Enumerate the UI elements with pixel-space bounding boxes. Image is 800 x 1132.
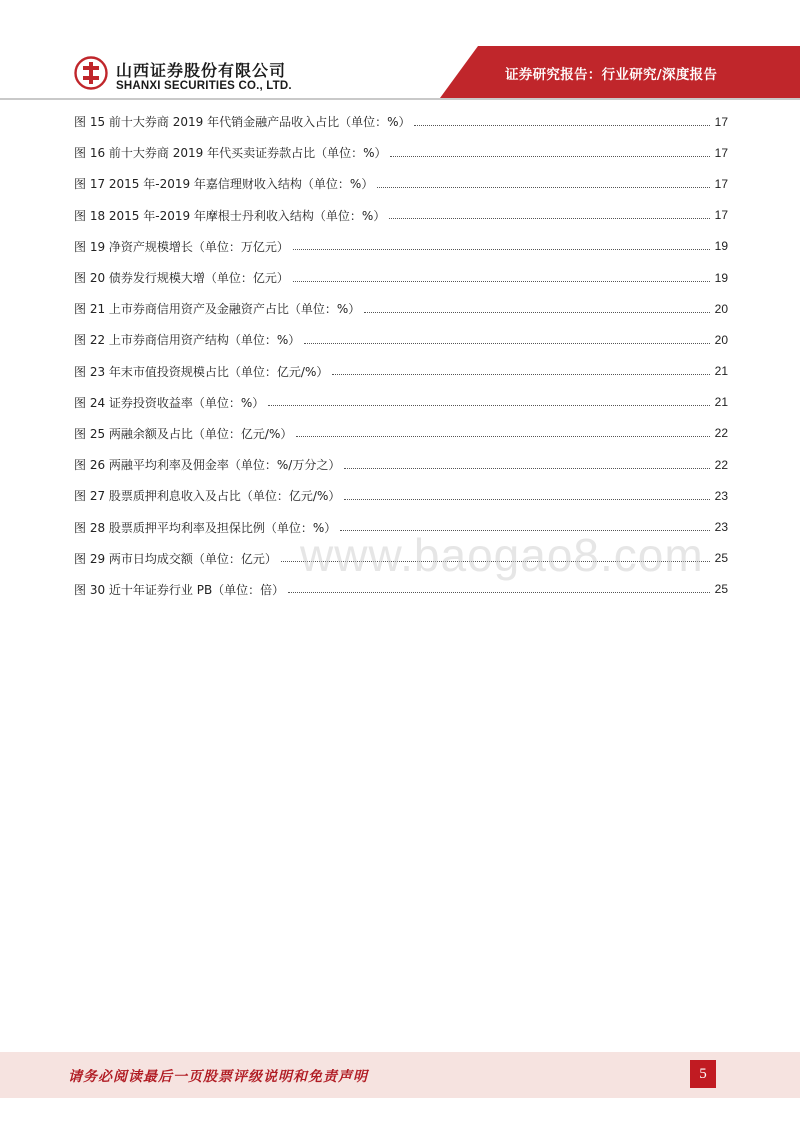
toc-page-number: 22	[714, 457, 728, 472]
toc-title: 图 20 债券发行规模大增（单位：亿元）	[74, 271, 289, 286]
toc-title: 图 19 净资产规模增长（单位：万亿元）	[74, 239, 289, 254]
toc-title: 图 24 证券投资收益率（单位：%）	[74, 395, 265, 410]
watermark: www.baogao8.com	[300, 529, 704, 581]
toc-leader	[293, 248, 710, 250]
toc-entry[interactable]	[74, 168, 728, 199]
toc-leader	[389, 217, 710, 219]
toc-entry[interactable]	[74, 106, 728, 137]
toc-title: 图 21 上市券商信用资产及金融资产占比（单位：%）	[74, 302, 361, 317]
toc-entry[interactable]	[74, 418, 728, 449]
toc-entry[interactable]	[74, 137, 728, 168]
toc-leader	[414, 124, 710, 126]
toc-title: 图 28 股票质押平均利率及担保比例（单位：%）	[74, 520, 337, 535]
toc-title: 图 15 前十大券商 2019 年代销金融产品收入占比（单位：%）	[74, 115, 411, 130]
company-logo-icon	[74, 56, 108, 90]
toc-title: 图 23 年末市值投资规模占比（单位：亿元/%）	[74, 364, 329, 379]
toc-entry[interactable]	[74, 480, 728, 511]
toc-page-number: 25	[714, 551, 728, 566]
toc-title: 图 22 上市券商信用资产结构（单位：%）	[74, 333, 301, 348]
toc-leader	[304, 342, 710, 344]
toc-page-number: 17	[714, 176, 728, 191]
toc-leader	[344, 467, 710, 469]
toc-title: 图 26 两融平均利率及佣金率（单位：%/万分之）	[74, 458, 341, 473]
toc-leader	[296, 435, 710, 437]
disclaimer-text: 请务必阅读最后一页股票评级说明和免责声明	[68, 1069, 368, 1085]
toc-page-number: 19	[714, 239, 728, 254]
company-name-en: SHANXI SECURITIES CO., LTD.	[116, 80, 292, 92]
toc-entry[interactable]	[74, 293, 728, 324]
toc-page-number: 19	[714, 270, 728, 285]
toc-page-number: 20	[714, 332, 728, 347]
toc-page-number: 25	[714, 582, 728, 597]
toc-leader	[377, 186, 710, 188]
toc-title: 图 17 2015 年-2019 年嘉信理财收入结构（单位：%）	[74, 177, 374, 192]
toc-title: 图 27 股票质押利息收入及占比（单位：亿元/%）	[74, 489, 341, 504]
header-divider	[0, 98, 800, 100]
toc-page-number: 23	[714, 488, 728, 503]
toc-entry[interactable]	[74, 262, 728, 293]
toc-title: 图 16 前十大券商 2019 年代买卖证券款占比（单位：%）	[74, 146, 387, 161]
toc-title: 图 29 两市日均成交额（单位：亿元）	[74, 551, 277, 566]
toc-leader	[293, 280, 710, 282]
toc-leader	[268, 404, 710, 406]
page-header	[0, 0, 800, 100]
toc-leader	[344, 498, 710, 500]
toc-leader	[364, 311, 710, 313]
toc-page-number: 21	[714, 364, 728, 379]
toc-leader	[288, 591, 710, 593]
toc-leader	[390, 155, 710, 157]
toc-entry[interactable]	[74, 449, 728, 480]
toc-page-number: 21	[714, 395, 728, 410]
toc-entry[interactable]	[74, 356, 728, 387]
toc-title: 图 25 两融余额及占比（单位：亿元/%）	[74, 426, 293, 441]
toc-title: 图 18 2015 年-2019 年摩根士丹利收入结构（单位：%）	[74, 208, 386, 223]
toc-page-number: 22	[714, 426, 728, 441]
page-number: 5	[690, 1060, 716, 1088]
toc-entry[interactable]	[74, 231, 728, 262]
toc-entry[interactable]	[74, 324, 728, 355]
toc-page-number: 17	[714, 114, 728, 129]
company-name-cn: 山西证券股份有限公司	[116, 61, 287, 80]
toc-page-number: 17	[714, 145, 728, 160]
toc-leader	[332, 373, 710, 375]
toc-page-number: 23	[714, 520, 728, 535]
toc-page-number: 17	[714, 208, 728, 223]
toc-entry[interactable]	[74, 387, 728, 418]
report-type-label: 证券研究报告：行业研究/深度报告	[505, 67, 718, 83]
toc-page-number: 20	[714, 301, 728, 316]
toc-entry[interactable]	[74, 200, 728, 231]
toc-title: 图 30 近十年证券行业 PB（单位：倍）	[74, 582, 285, 597]
